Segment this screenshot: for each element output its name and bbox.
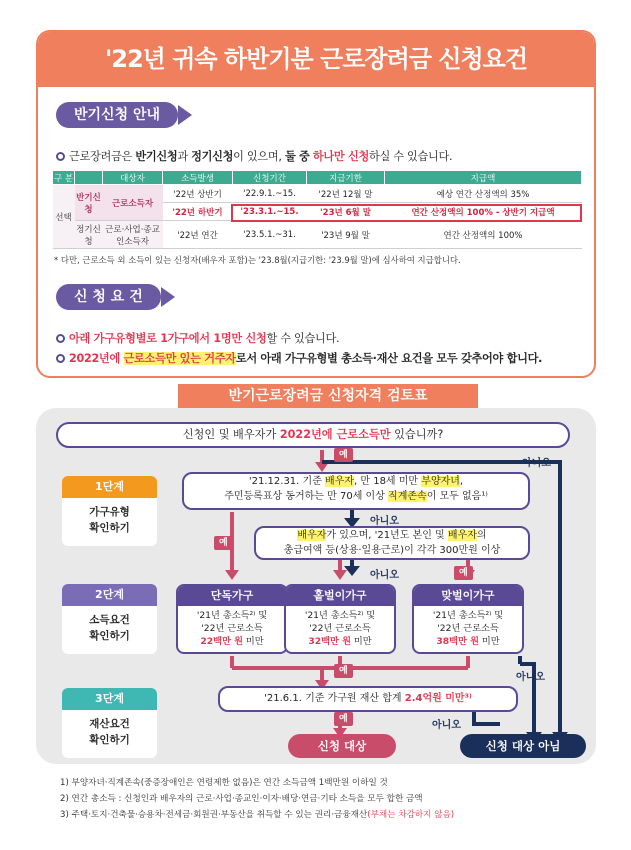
yes-label: 예 (334, 664, 353, 678)
stage-3-body: 재산요건 확인하기 (89, 718, 130, 746)
table-header: 소득발생 (163, 171, 233, 185)
household-dual-earner (412, 584, 524, 654)
result-eligible: 신청 대상 (288, 734, 396, 758)
target-cell: 근로·사업·종교인소득자 (103, 221, 163, 249)
table-header: 신청기간 (233, 171, 307, 185)
footnote-2: 2) 연간 총소득 : 신청인과 배우자의 근로·사업·종교인·이자·배당·연금·기타 소득을 모두 합한 금액 (60, 794, 423, 804)
asset-question: '21.6.1. 기준 가구원 재산 합계 2.4억원 미만³⁾ (218, 686, 518, 712)
yes-label: 예 (454, 566, 473, 580)
household-single (176, 584, 288, 654)
table-header: 구 분 (53, 171, 75, 185)
deadline-cell: '23년 9월 말 (307, 221, 385, 249)
stage-2-body: 소득요건 확인하기 (89, 614, 130, 642)
no-label: 아니오 (516, 672, 545, 683)
section-half-year-guide: 반기신청 안내 (56, 102, 178, 128)
income-cell: '22년 하반기 (163, 203, 233, 221)
deadline-cell: '23년 6월 말 (307, 203, 385, 221)
yes-label: 예 (334, 448, 353, 462)
type-cell: 정기신청 (75, 221, 103, 249)
requirement-1: 아래 가구유형별로 1가구에서 1명만 신청할 수 있습니다. (56, 330, 339, 346)
no-label: 아니오 (370, 570, 399, 581)
income-cell: '22년 상반기 (163, 185, 233, 203)
table-header: 대상자 (103, 171, 163, 185)
stage-3-head: 3단계 (62, 688, 157, 710)
household-criteria: '21년 총소득²⁾ 및 '22년 근로소득 22백만 원 미만 (196, 610, 268, 647)
review-banner: 반기근로장려금 신청자격 검토표 (178, 384, 478, 408)
yes-label: 예 (334, 712, 353, 726)
table-note: * 다만, 근로소득 외 소득이 있는 신청자(배우자 포함)는 '23.8월(지급기한: '23.9월 말)에 심사하여 지급합니다. (54, 255, 461, 265)
requirement-2: 2022년에 근로소득만 있는 거주자로서 아래 가구유형별 총소득·재산 요건을 모두 갖추어야 합니다. (56, 350, 542, 366)
half-year-intro: 근로장려금은 반기신청과 정기신청이 있으며, 둘 중 하나만 신청하실 수 있습니다. (56, 148, 452, 164)
target-cell: 근로소득자 (103, 185, 163, 221)
no-label: 아니오 (432, 720, 461, 731)
group-label: 선택 (53, 185, 75, 249)
yes-label: 예 (214, 536, 233, 550)
footnote-3: 3) 주택·토지·건축물·승용차·전세금·회원권·부동산을 취득할 수 있는 권리·금융재산(부채는 차감하지 않음) (60, 810, 455, 820)
stage-1-body: 가구유형 확인하기 (89, 506, 130, 534)
q1-line1: '21.12.31. 기준 배우자, 만 18세 미만 부양자녀, (248, 476, 464, 487)
page-title: '22년 귀속 하반기분 근로장려금 신청요건 (38, 32, 594, 87)
no-label: 아니오 (370, 516, 399, 527)
household-name: 홑벌이가구 (286, 586, 394, 606)
amount-cell: 예상 연간 산정액의 35% (385, 185, 582, 203)
no-label: 아니오 (522, 458, 551, 469)
period-cell: '23.3.1.~15. (233, 203, 307, 221)
period-cell: '22.9.1.~15. (233, 185, 307, 203)
q2-line1: 배우자가 있으며, '21년도 본인 및 배우자의 (297, 530, 487, 541)
household-question-2 (254, 526, 530, 560)
type-cell: 반기신청 (75, 185, 103, 221)
household-criteria: '21년 총소득²⁾ 및 '22년 근로소득 32백만 원 미만 (304, 610, 376, 647)
q2-line2: 총급여액 등(상용·일용근로)이 각각 300만원 이상 (283, 545, 501, 556)
table-header: 지급기한 (307, 171, 385, 185)
section-requirements: 신 청 요 건 (56, 284, 161, 310)
household-criteria: '21년 총소득²⁾ 및 '22년 근로소득 38백만 원 미만 (432, 610, 504, 647)
table-header: 지급액 (385, 171, 582, 185)
period-cell: '23.5.1.~31. (233, 221, 307, 249)
income-question: 신청인 및 배우자가 2022년에 근로소득만 있습니까? (56, 422, 570, 448)
amount-cell: 연간 산정액의 100% - 상반기 지급액 (385, 203, 582, 221)
stage-2-head: 2단계 (62, 584, 157, 606)
footnote-1: 1) 부양자녀·직계존속(중증장애인은 연령제한 없음)은 연간 소득금액 1백만원 이하일 것 (60, 778, 388, 788)
deadline-cell: '22년 12월 말 (307, 185, 385, 203)
household-name: 맞벌이가구 (414, 586, 522, 606)
household-single-earner (284, 584, 396, 654)
q1-line2: 주민등록표상 동거하는 만 70세 이상 직계존속이 모두 없음¹⁾ (224, 491, 488, 502)
income-cell: '22년 연간 (163, 221, 233, 249)
amount-cell: 연간 산정액의 100% (385, 221, 582, 249)
stage-1-head: 1단계 (62, 476, 157, 498)
household-question-1 (182, 472, 530, 510)
household-name: 단독가구 (178, 586, 286, 606)
result-not-eligible: 신청 대상 아님 (460, 734, 586, 758)
